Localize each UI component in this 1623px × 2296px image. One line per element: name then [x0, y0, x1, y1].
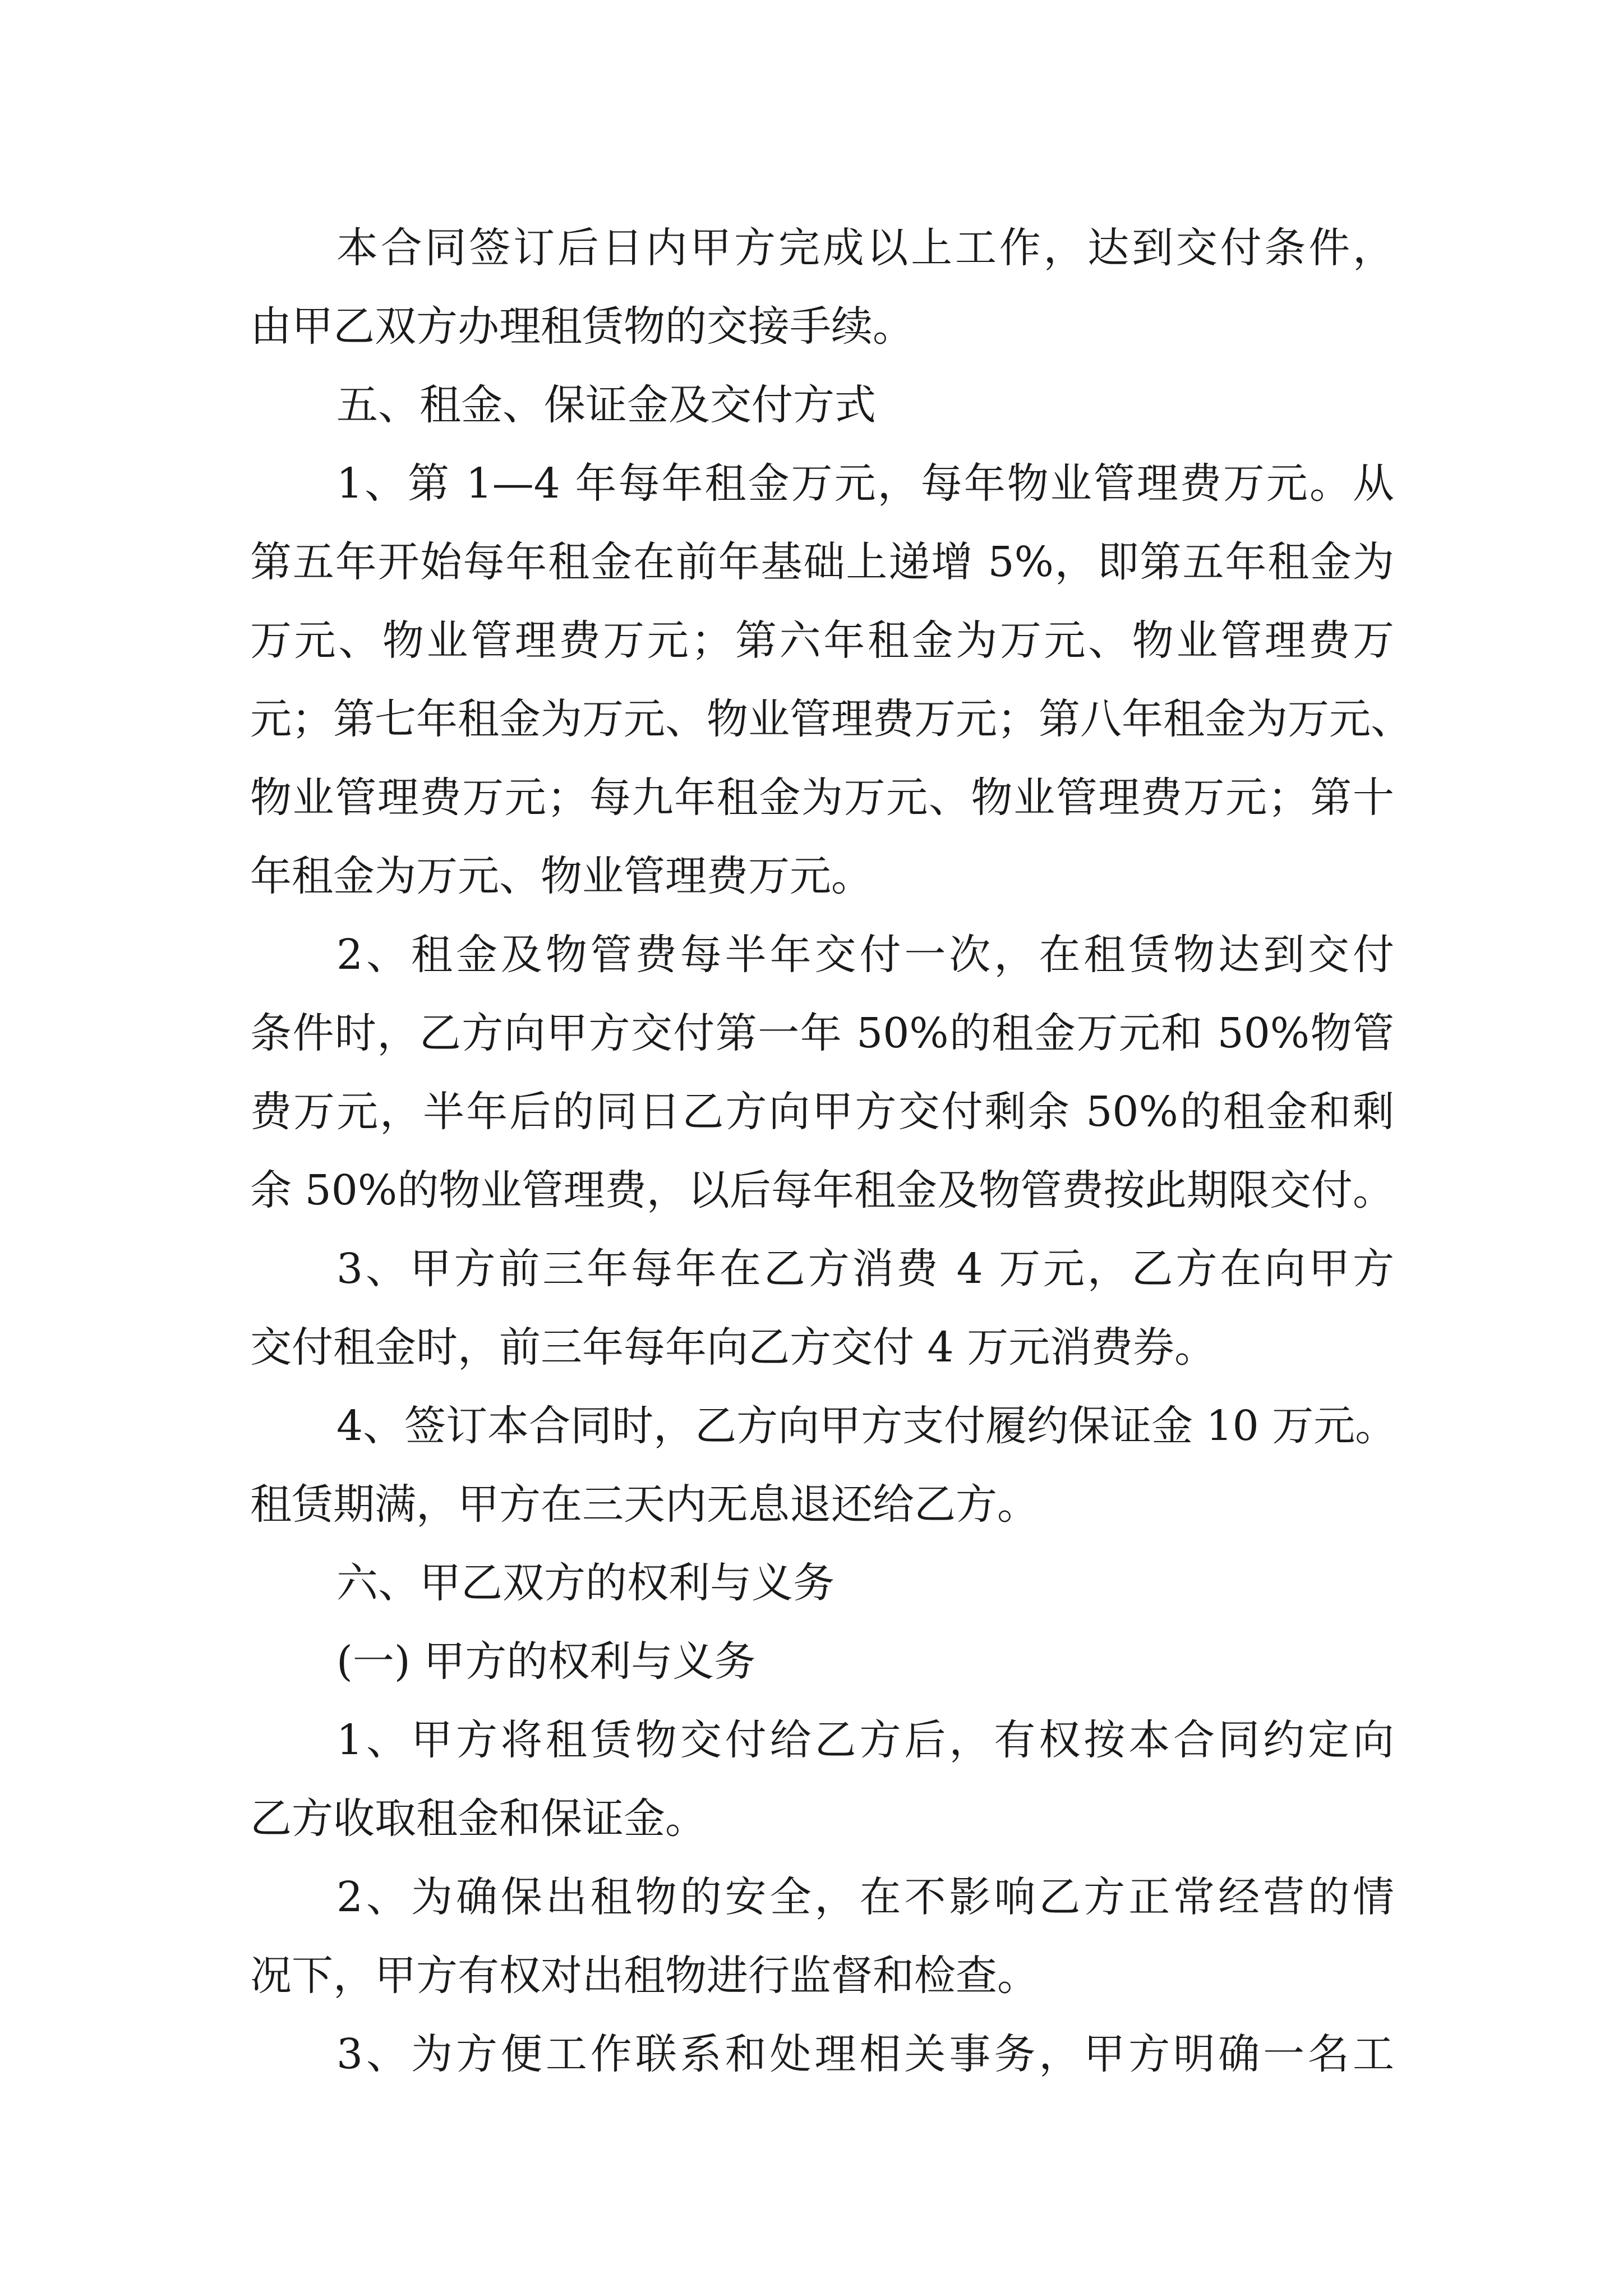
text-line: 1、第 1—4 年每年租金万元，每年物业管理费万元。从 — [336, 459, 1394, 508]
text-line: 交付租金时，前三年每年向乙方交付 4 万元消费券。 — [250, 1323, 1216, 1372]
text-line: 费万元，半年后的同日乙方向甲方交付剩余 50%的租金和剩 — [250, 1088, 1394, 1136]
text-line: 2、租金及物管费每半年交付一次，在租赁物达到交付 — [336, 931, 1394, 979]
subsection-heading: (一) 甲方的权利与义务 — [336, 1637, 756, 1686]
text-line: 况下，甲方有权对出租物进行监督和检查。 — [250, 1952, 1039, 2000]
text-line: 由甲乙双方办理租赁物的交接手续。 — [250, 302, 914, 351]
text-line: 年租金为万元、物业管理费万元。 — [250, 852, 873, 900]
text-line: 物业管理费万元；每九年租金为万元、物业管理费万元；第十 — [250, 774, 1394, 822]
text-line: 余 50%的物业管理费，以后每年租金及物管费按此期限交付。 — [250, 1166, 1394, 1214]
text-line: 第五年开始每年租金在前年基础上递增 5%，即第五年租金为 — [250, 538, 1394, 586]
text-line: 租赁期满，甲方在三天内无息退还给乙方。 — [250, 1480, 1039, 1529]
text-line: 3、为方便工作联系和处理相关事务，甲方明确一名工 — [336, 2030, 1394, 2078]
text-line: 本合同签订后日内甲方完成以上工作，达到交付条件， — [336, 224, 1394, 272]
text-line: 2、为确保出租物的安全，在不影响乙方正常经营的情 — [336, 1873, 1394, 1921]
text-line: 条件时，乙方向甲方交付第一年 50%的租金万元和 50%物管 — [250, 1009, 1394, 1057]
section-heading: 五、租金、保证金及交付方式 — [336, 381, 876, 429]
section-heading: 六、甲乙双方的权利与义务 — [336, 1559, 834, 1607]
text-line: 1、甲方将租赁物交付给乙方后，有权按本合同约定向 — [336, 1716, 1394, 1764]
text-line: 万元、物业管理费万元；第六年租金为万元、物业管理费万 — [250, 616, 1394, 665]
text-line: 3、甲方前三年每年在乙方消费 4 万元，乙方在向甲方 — [336, 1245, 1394, 1293]
text-line: 乙方收取租金和保证金。 — [250, 1795, 707, 1843]
text-line: 4、签订本合同时，乙方向甲方支付履约保证金 10 万元。 — [336, 1402, 1397, 1450]
text-line: 元；第七年租金为万元、物业管理费万元；第八年租金为万元、 — [250, 695, 1412, 743]
